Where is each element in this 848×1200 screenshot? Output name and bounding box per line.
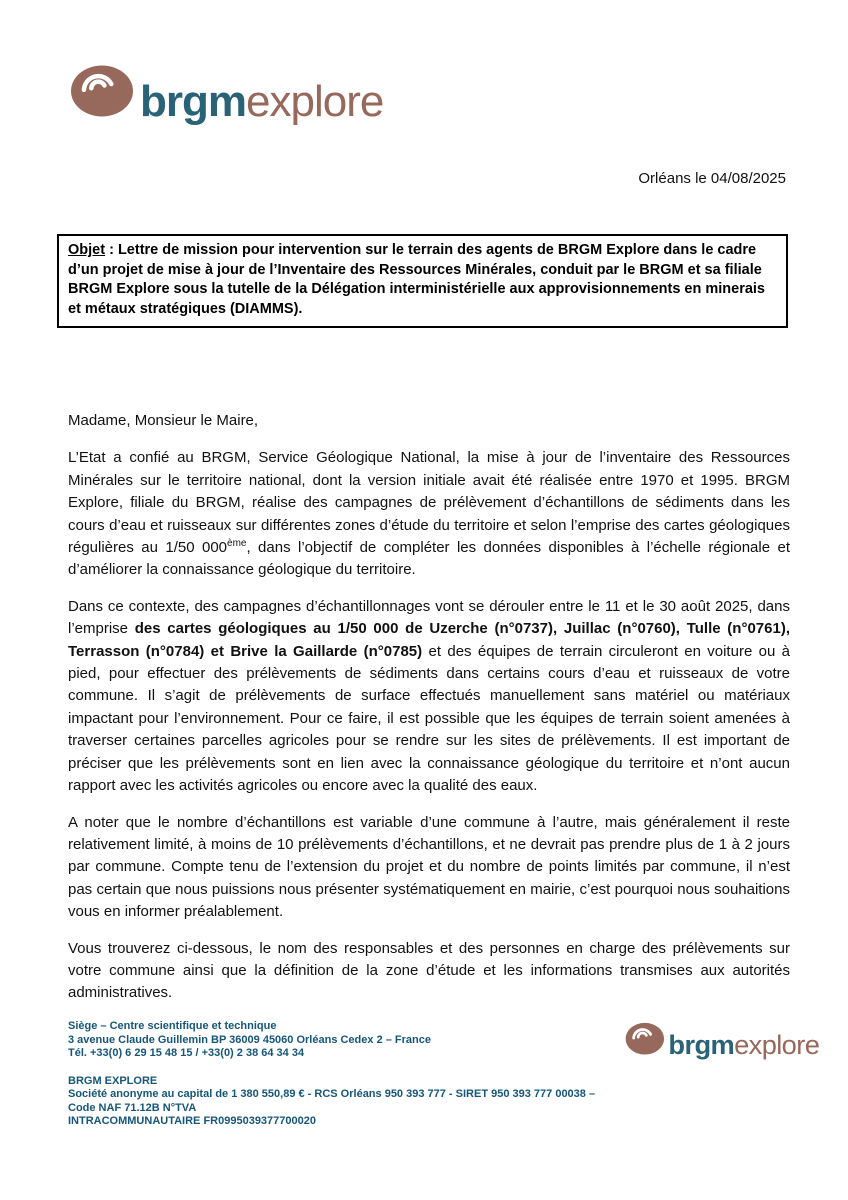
objet-text: Lettre de mission pour intervention sur le terrain des agents de BRGM Explore dans le cadre d’un projet de mise à jour de l’Inventaire des Ressources Minérales, conduit par le BRGM et sa filiale BRGM Explore sous la tutelle de la Délégation interministérielle aux approvisionnements en minerais et métaux stratégiques (DIAMMS). [68, 242, 765, 317]
footer-siege-line1: Siège – Centre scientifique et technique [68, 1020, 277, 1032]
paragraph-1-text: L’Etat a confié au BRGM, Service Géologique National, la mise à jour de l’inventaire des Ressources Minérales sur le territoire national, dont la version initiale avait été réalisée entre 1970 et 1995. BRGM Explore, filiale du BRGM, réalise des campagnes de prélèvement d’échantillons de sédiments dans les cours d’eau et ruisseaux sur différentes zones d’étude du territoire et selon l’emprise des cartes géologiques régulières au 1/50 000 [68, 449, 790, 557]
date-line: Orléans le 04/08/2025 [638, 170, 786, 187]
paragraph-2-bold-maps-list: des cartes géologiques au 1/50 000 de Uzerche (n°0737), Juillac (n°0760), Tulle (n°0761), Terrasson (n°0784) et Brive la Gaillarde (n°0785) [68, 620, 790, 660]
paragraph-2-text: Dans ce contexte, des campagnes d’échantillonnages vont se dérouler entre le 11 et le 30 août 2025, dans l’emprise [68, 597, 790, 638]
footer-company-line3: INTRACOMMUNAUTAIRE FR0995039377700020 [68, 1115, 316, 1127]
footer-siege-block [68, 1020, 608, 1061]
footer [68, 1020, 608, 1129]
footer-company-block [68, 1075, 608, 1129]
paragraph-1 [68, 447, 790, 581]
paragraph-2-text-end: et des équipes de terrain circuleront en voiture ou à pied, pour effectuer des prélèvements de sédiments dans certains cours d’eau et ruisseaux de votre commune. Il s’agit de prélèvements de surface effectués manuellement sans matériel ou matériaux impactant pour l’environnement. Pour ce faire, il est possible que les équipes de terrain soient amenées à traverser certaines parcelles agricoles pour se rendre sur les sites de prélèvements. Il est important de préciser que les prélèvements sont en lien avec la connaissance géologique du territoire et n’ont aucun rapport avec les activités agricoles ou encore avec la qualité des eaux. [68, 642, 791, 795]
brgm-globe-icon [625, 1022, 666, 1055]
brand-primary-text: brgm [668, 1030, 735, 1061]
salutation: Madame, Monsieur le Maire, [68, 412, 259, 429]
objet-box [57, 234, 788, 328]
footer-company-name: BRGM EXPLORE [68, 1074, 158, 1087]
brand-secondary-text: explore [734, 1030, 820, 1061]
brand-primary-text: brgm [140, 77, 246, 126]
paragraph-4: Vous trouverez ci-dessous, le nom des responsables et des personnes en charge des prélèvements sur votre commune ainsi que la définition de la zone d’étude et les informations transmises aux autorités administratives. [68, 939, 790, 1002]
brand-wordmark [668, 1032, 819, 1059]
brgm-explore-footer-logo [625, 1022, 819, 1059]
brgm-explore-logo [70, 64, 383, 124]
footer-company-line2: Société anonyme au capital de 1 380 550,89 € - RCS Orléans 950 393 777 - SIRET 950 393 777 00038 – Code NAF 71.12B N°TVA [68, 1088, 596, 1114]
letter-body [68, 410, 790, 1019]
paragraph-1-text-end: , dans l’objectif de compléter les données disponibles à l’échelle régionale et d’améliorer la connaissance géologique du territoire. [68, 539, 790, 579]
paragraph-2 [68, 596, 790, 798]
footer-siege-line3: Tél. +33(0) 6 29 15 48 15 / +33(0) 2 38 64 34 34 [68, 1047, 305, 1059]
brand-secondary-text: explore [246, 77, 384, 126]
paragraph-3: A noter que le nombre d’échantillons est variable d’une commune à l’autre, mais généralement il reste relativement limité, à moins de 10 prélèvements d’échantillons, et ne devrait pas prendre plus de 1 à 2 jours par commune. Compte tenu de l’extension du projet et du nombre de points limités par commune, il n’est pas certain que nous puissions nous présenter systématiquement en mairie, c’est pourquoi nous souhaitions vous en informer préalablement. [68, 813, 790, 921]
brand-wordmark [140, 77, 384, 126]
footer-siege-line2: 3 avenue Claude Guillemin BP 36009 45060 Orléans Cedex 2 – France [68, 1033, 431, 1046]
paragraph-1-superscript: ème [227, 538, 247, 550]
objet-label: Objet [68, 242, 106, 258]
objet-separator: : [105, 242, 118, 258]
brgm-globe-icon [70, 64, 136, 118]
